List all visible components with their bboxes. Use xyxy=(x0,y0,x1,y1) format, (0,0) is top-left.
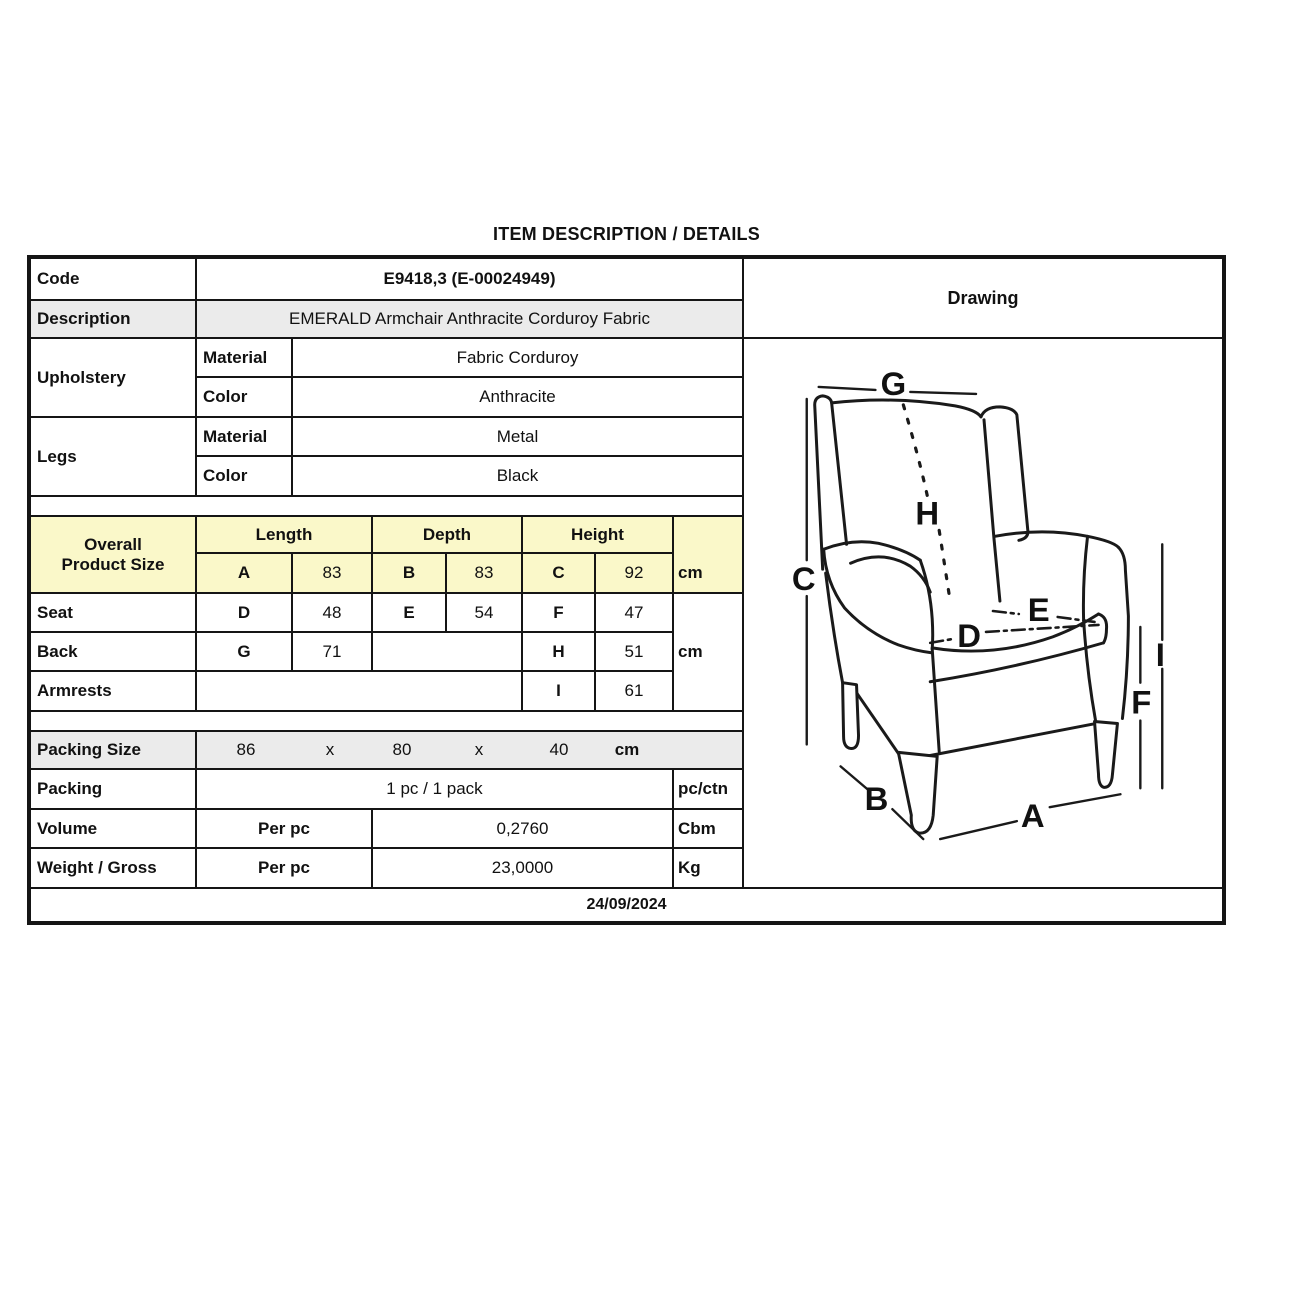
legs-material-label: Material xyxy=(196,417,292,456)
chair-leg-front-right xyxy=(1095,722,1118,788)
packing-size-unit: cm xyxy=(614,740,640,760)
chair-right-armrest-outer xyxy=(1118,547,1128,718)
overall-depth-value: 83 xyxy=(446,553,522,593)
legs-label: Legs xyxy=(30,417,196,496)
volume-unit: Cbm xyxy=(673,809,743,848)
overall-length-value: 83 xyxy=(292,553,372,593)
code-value: E9418,3 (E-00024949) xyxy=(196,258,743,300)
weight-value: 23,0000 xyxy=(372,848,673,888)
overall-unit: cm xyxy=(673,516,743,593)
packing-size-width: 86 xyxy=(236,740,256,760)
packing-size-label: Packing Size xyxy=(30,731,196,769)
spacer-row-2 xyxy=(30,711,743,731)
upholstery-color-label: Color xyxy=(196,377,292,417)
seat-height-letter: F xyxy=(522,593,595,632)
back-height-value: 51 xyxy=(595,632,673,671)
overall-height-value: 92 xyxy=(595,553,673,593)
seat-height-value: 47 xyxy=(595,593,673,632)
dim-label-G: G xyxy=(880,364,907,402)
back-length-letter: G xyxy=(196,632,292,671)
volume-label: Volume xyxy=(30,809,196,848)
armchair-drawing xyxy=(744,339,1222,887)
spacer-row-1 xyxy=(30,496,743,516)
volume-value: 0,2760 xyxy=(372,809,673,848)
dim-label-D: D xyxy=(957,616,981,654)
chair-base-left-edge xyxy=(932,649,939,752)
overall-length-letter: A xyxy=(196,553,292,593)
depth-header: Depth xyxy=(372,516,522,553)
dim-label-B: B xyxy=(864,780,889,818)
weight-unit: Kg xyxy=(673,848,743,888)
packing-size-sep2: x xyxy=(474,740,484,760)
packing-unit: pc/ctn xyxy=(673,769,743,809)
height-header: Height xyxy=(522,516,673,553)
armrests-empty xyxy=(196,671,522,711)
packing-value: 1 pc / 1 pack xyxy=(196,769,673,809)
chair-back-right-edge xyxy=(984,420,1000,601)
dim-label-H: H xyxy=(915,494,940,532)
dim-line-D xyxy=(930,625,1098,643)
legs-color-label: Color xyxy=(196,456,292,496)
weight-label: Weight / Gross xyxy=(30,848,196,888)
item-details-table xyxy=(27,255,1226,925)
upholstery-material-value: Fabric Corduroy xyxy=(292,338,743,377)
chair-back-top xyxy=(832,400,981,417)
length-header: Length xyxy=(196,516,372,553)
code-label: Code xyxy=(30,258,196,300)
upholstery-label: Upholstery xyxy=(30,338,196,417)
chair-cushion-corner xyxy=(1099,614,1107,643)
description-label: Description xyxy=(30,300,196,338)
weight-per-pc: Per pc xyxy=(196,848,372,888)
description-value: EMERALD Armchair Anthracite Corduroy Fabric xyxy=(196,300,743,338)
seat-label: Seat xyxy=(30,593,196,632)
packing-size-sep1: x xyxy=(325,740,335,760)
seat-length-value: 48 xyxy=(292,593,372,632)
armrests-label: Armrests xyxy=(30,671,196,711)
overall-label-line1: Overall xyxy=(84,534,142,554)
legs-color-value: Black xyxy=(292,456,743,496)
back-depth-empty xyxy=(372,632,522,671)
upholstery-material-label: Material xyxy=(196,338,292,377)
back-label: Back xyxy=(30,632,196,671)
page-title: ITEM DESCRIPTION / DETAILS xyxy=(493,224,760,244)
chair-left-armrest-inner xyxy=(920,560,932,649)
volume-per-pc: Per pc xyxy=(196,809,372,848)
chair-leg-back-left xyxy=(843,683,859,749)
drawing-header: Drawing xyxy=(743,258,1223,338)
body-unit: cm xyxy=(673,593,743,711)
drawing-area xyxy=(743,338,1223,888)
chair-right-armrest-front xyxy=(1083,536,1095,720)
packing-size-value xyxy=(196,731,743,769)
overall-depth-letter: B xyxy=(372,553,446,593)
chair-left-armrest-lower xyxy=(824,549,933,653)
seat-depth-value: 54 xyxy=(446,593,522,632)
packing-size-depth: 80 xyxy=(392,740,412,760)
overall-label-line2: Product Size xyxy=(61,554,165,574)
seat-depth-letter: E xyxy=(372,593,446,632)
dim-label-F: F xyxy=(1131,683,1152,721)
seat-length-letter: D xyxy=(196,593,292,632)
chair-left-armrest-scroll xyxy=(851,557,931,592)
legs-material-value: Metal xyxy=(292,417,743,456)
dim-label-I: I xyxy=(1155,635,1165,673)
upholstery-color-value: Anthracite xyxy=(292,377,743,417)
dim-label-E: E xyxy=(1027,590,1050,628)
chair-right-armrest-top xyxy=(995,532,1118,547)
armrests-height-value: 61 xyxy=(595,671,673,711)
back-length-value: 71 xyxy=(292,632,372,671)
back-height-letter: H xyxy=(522,632,595,671)
armrests-height-letter: I xyxy=(522,671,595,711)
chair-base-bottom-left xyxy=(857,693,899,754)
overall-product-size-label xyxy=(30,516,196,593)
dim-label-A: A xyxy=(1020,797,1045,835)
dim-label-C: C xyxy=(791,560,816,598)
packing-size-height: 40 xyxy=(549,740,569,760)
packing-label: Packing xyxy=(30,769,196,809)
chair-base-bottom xyxy=(915,724,1095,759)
overall-height-letter: C xyxy=(522,553,595,593)
date-value: 24/09/2024 xyxy=(30,888,1223,922)
